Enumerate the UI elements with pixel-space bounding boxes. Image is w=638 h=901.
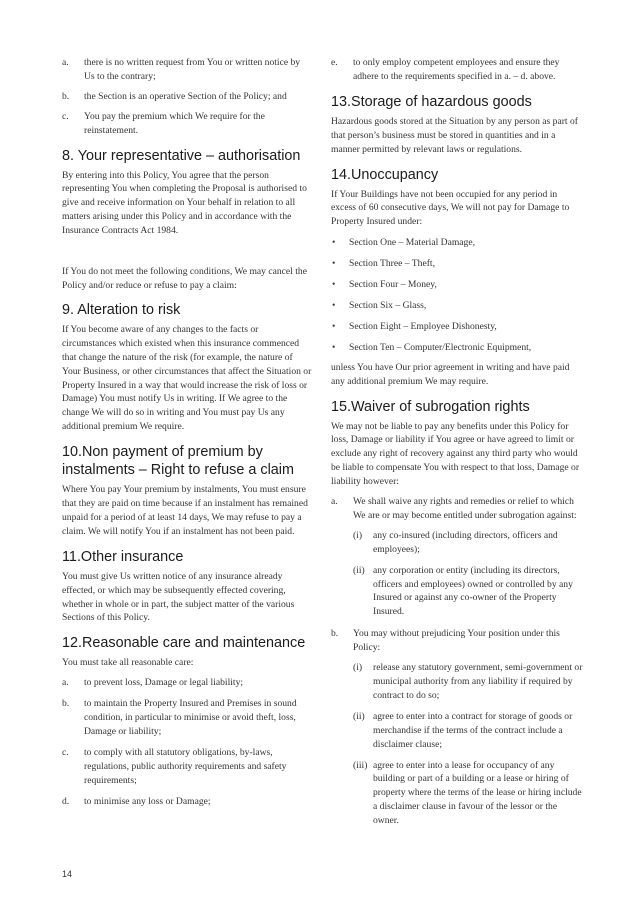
sub-list-item-text: agree to enter into a lease for occupancy of any building or part of a building or a lease or hiring of property where the terms of the lease or hiring include a disclaimer clause in favour of the lessor or the owner. — [373, 759, 582, 827]
sub-list-marker: (ii) — [353, 564, 365, 576]
sub-list-item — [353, 564, 583, 620]
list-item — [62, 110, 312, 138]
sub-list-marker: (iii) — [353, 759, 368, 771]
bullet: • — [332, 237, 336, 249]
sub-list-item — [353, 529, 583, 557]
unoccupancy-sections-list — [331, 236, 583, 354]
sub-list-item-text: release any statutory government, semi-government or municipal authority from any liability if required by contract to do so; — [373, 662, 583, 701]
bullet: • — [332, 258, 336, 270]
list-item-text: to only employ competent employees and ensure they adhere to the requirements specified in a. – d. above. — [353, 57, 560, 82]
sub-list-item — [353, 759, 583, 829]
list-item-text: to prevent loss, Damage or legal liability; — [84, 677, 244, 689]
list-marker: b. — [331, 628, 339, 640]
section-9-body: If You become aware of any changes to the facts or circumstances which existed when this insurance commenced that change the nature of the risk (for example, the nature of Your Business, or other circumstances that affect the Situation or Property Insured in a way that would increase the risk of loss or Damage) You must notify Us in writing. If We agree to the change We will do so in writing and You must pay Us any additional premium We require. — [62, 323, 312, 433]
section-10-heading: 10.Non payment of premium by instalments – Right to refuse a claim — [62, 444, 294, 479]
left-column — [62, 56, 312, 809]
list-item — [62, 90, 312, 104]
list-item — [62, 795, 312, 809]
section-12-intro: You must take all reasonable care: — [62, 657, 194, 669]
sub-list-marker: (i) — [353, 529, 363, 541]
sub-list — [353, 529, 583, 619]
list-item — [62, 56, 312, 84]
conditions-intro: If You do not meet the following conditions, We may cancel the Policy and/or reduce or refuse to pay a claim: — [62, 266, 307, 291]
list-item-text: to minimise any loss or Damage; — [84, 795, 211, 807]
sub-list-marker: (ii) — [353, 710, 365, 722]
sub-list-item — [353, 661, 583, 703]
list-item-text: We shall waive any rights and remedies or relief to which We are or may become entitled under subrogation against: — [353, 496, 577, 521]
section-12-heading: 12.Reasonable care and maintenance — [62, 635, 306, 652]
list-item-text: to comply with all statutory obligations, by-laws, regulations, public authority requirements and safety requirements; — [84, 746, 287, 786]
bullet: • — [332, 299, 336, 311]
page-number: 14 — [62, 869, 73, 879]
list-item — [62, 697, 312, 739]
section-14-outro: unless You have Our prior agreement in writing and have paid any additional premium We may require. — [331, 361, 570, 387]
list-item — [62, 746, 312, 788]
section-11-heading: 11.Other insurance — [62, 548, 184, 565]
list-item — [331, 257, 583, 271]
section-8-body: By entering into this Policy, You agree that the person representing You when completing the Proposal is authorised to give and receive information on Your behalf in relation to all matters arising under this Policy and in accordance with the Insurance Contracts Act 1984. — [62, 169, 307, 237]
list-item-text: to maintain the Property Insured and Premises in sound condition, in particular to minimise or avoid theft, loss, Damage or liability; — [84, 698, 297, 737]
list-marker: e. — [331, 57, 338, 68]
list-item — [331, 341, 583, 355]
list-item-text: Section Six – Glass, — [349, 299, 427, 311]
list-item — [331, 56, 583, 84]
list-item-text: You pay the premium which We require for the reinstatement. — [84, 110, 265, 136]
reinstatement-conditions-list — [62, 56, 312, 138]
right-column — [331, 56, 583, 828]
list-item — [331, 495, 583, 619]
section-15-heading: 15.Waiver of subrogation rights — [331, 398, 530, 415]
section-8-heading: 8. Your representative – authorisation — [62, 147, 301, 164]
list-marker: a. — [331, 496, 338, 508]
list-marker: c. — [62, 746, 69, 758]
sub-list — [353, 661, 583, 828]
list-marker: a. — [62, 677, 69, 689]
sub-list-item-text: agree to enter into a contract for storage of goods or merchandise if the terms of the contract include a disclaimer clause; — [373, 710, 573, 750]
section-9-heading: 9. Alteration to risk — [62, 301, 181, 318]
list-item — [331, 236, 583, 250]
sub-list-item — [353, 710, 583, 752]
section-15-intro: We may not be liable to pay any benefits under this Policy for loss, Damage or liability if You agree or have agreed to limit or exclude any right of recovery against any third party who would be liable to compensate You with respect to that loss, Damage or liability however: — [331, 420, 580, 488]
list-marker: d. — [62, 795, 70, 807]
reasonable-care-list — [62, 676, 312, 808]
list-item-text: Section One – Material Damage, — [349, 237, 476, 249]
sub-list-item-text: any co-insured (including directors, officers and employees); — [373, 529, 558, 555]
list-item — [331, 299, 583, 313]
list-item-text: the Section is an operative Section of the Policy; and — [84, 90, 287, 102]
list-item-text: Section Three – Theft, — [349, 258, 435, 270]
list-marker: b. — [62, 90, 70, 102]
list-marker: c. — [62, 110, 69, 122]
sub-list-marker: (i) — [353, 662, 363, 674]
section-14-heading: 14.Unoccupancy — [331, 166, 439, 183]
list-item — [331, 320, 583, 334]
sub-list-item-text: any corporation or entity (including its directors, officers and employees) owned or controlled by any Insured or against any co-owner of the Property Insured. — [373, 564, 573, 618]
list-item-text: You may without prejudicing Your position under this Policy: — [353, 628, 560, 654]
reasonable-care-list-continued — [331, 56, 583, 84]
list-marker: b. — [62, 698, 70, 710]
list-item — [331, 278, 583, 292]
section-11-body: You must give Us written notice of any insurance already effected, or which may be subsequently effected covering, whether in whole or in part, the subject matter of the various Sections of this Policy. — [62, 570, 295, 624]
bullet: • — [332, 279, 336, 291]
section-13-body: Hazardous goods stored at the Situation by any person as part of that person’s business must be stored in quantities and in a manner permitted by relevant laws or regulations. — [331, 115, 578, 155]
section-10-body: Where You pay Your premium by instalments, You must ensure that they are paid on time because if an instalment has remained unpaid for a period of at least 14 days, We may refuse to pay a claim. We will notify You if an instalment has not been paid. — [62, 484, 308, 537]
list-marker: a. — [62, 57, 69, 68]
bullet: • — [332, 320, 336, 332]
list-item — [331, 627, 583, 828]
bullet: • — [332, 341, 336, 353]
list-item-text: Section Eight – Employee Dishonesty, — [349, 320, 497, 332]
list-item-text: there is no written request from You or written notice by Us to the contrary; — [84, 57, 301, 82]
list-item-text: Section Four – Money, — [349, 279, 437, 291]
section-14-intro: If Your Buildings have not been occupied for any period in excess of 60 consecutive days, We will not pay for Damage to Property Insured under: — [331, 188, 570, 228]
list-item-text: Section Ten – Computer/Electronic Equipment, — [349, 341, 532, 353]
list-item — [62, 676, 312, 690]
subrogation-list — [331, 495, 583, 828]
section-13-heading: 13.Storage of hazardous goods — [331, 93, 532, 110]
